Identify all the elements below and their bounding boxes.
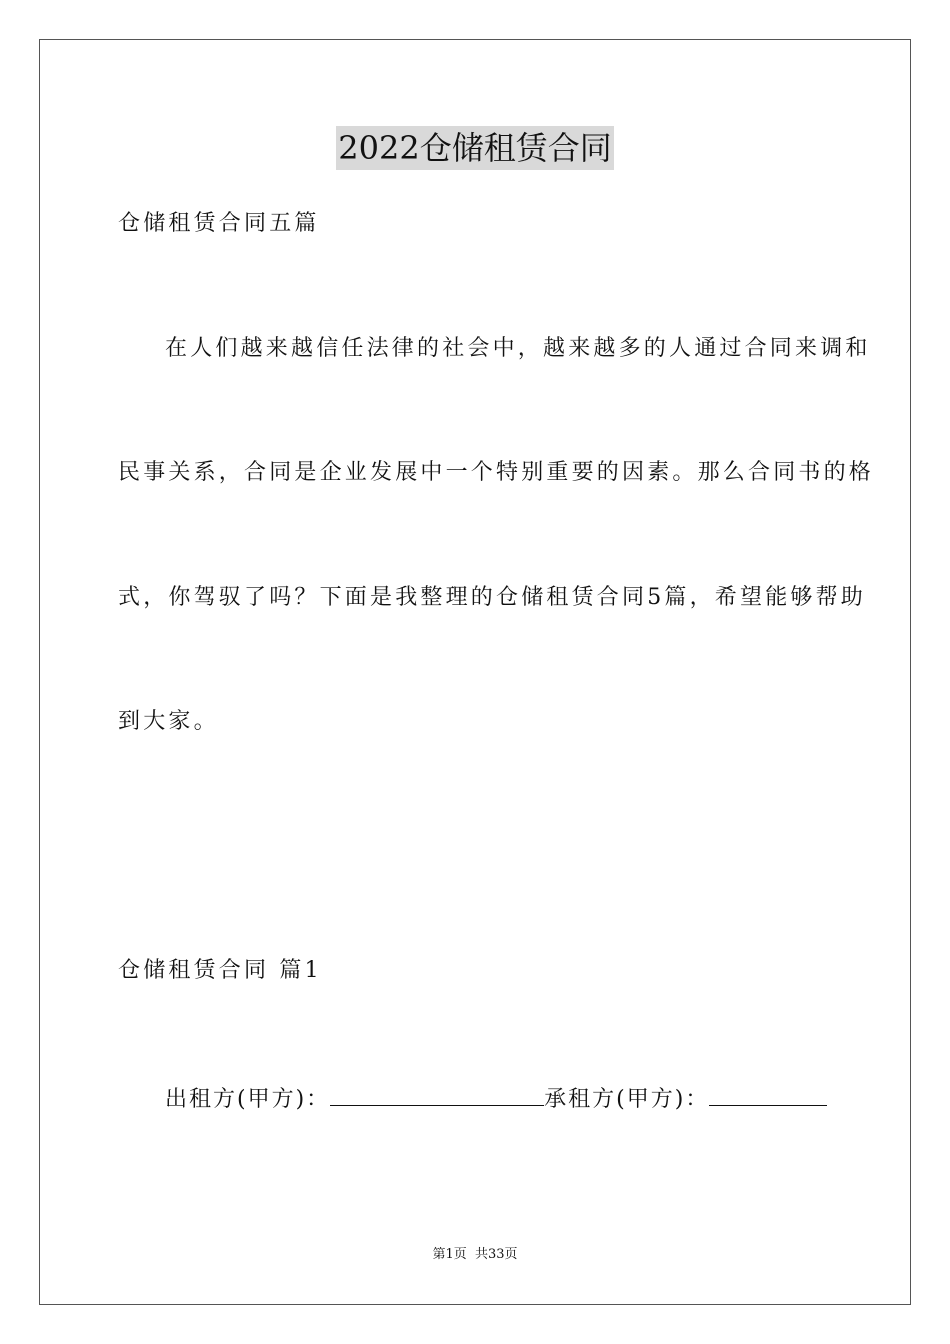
page-current: 第1页 xyxy=(432,1247,467,1262)
intro-line-2: 民事关系，合同是企业发展中一个特别重要的因素。那么合同书的格 xyxy=(118,460,875,485)
lessee-label: 承租方(甲方)： xyxy=(544,1087,710,1112)
title-container xyxy=(0,126,950,170)
parties-line xyxy=(165,1081,827,1115)
document-subtitle: 仓储租赁合同五篇 xyxy=(118,211,320,236)
lessor-blank-field[interactable] xyxy=(330,1081,544,1106)
intro-line-4: 到大家。 xyxy=(118,709,219,734)
page-footer xyxy=(0,1246,950,1264)
lessor-label: 出租方(甲方)： xyxy=(165,1087,331,1112)
page-total: 共33页 xyxy=(474,1247,518,1262)
intro-line-1: 在人们越来越信任法律的社会中，越来越多的人通过合同来调和 xyxy=(165,336,871,361)
document-title: 2022仓储租赁合同 xyxy=(336,126,613,170)
lessee-blank-field[interactable] xyxy=(709,1081,827,1106)
section-heading: 仓储租赁合同 篇1 xyxy=(118,958,322,983)
intro-line-3: 式，你驾驭了吗？下面是我整理的仓储租赁合同5篇，希望能够帮助 xyxy=(118,585,866,610)
